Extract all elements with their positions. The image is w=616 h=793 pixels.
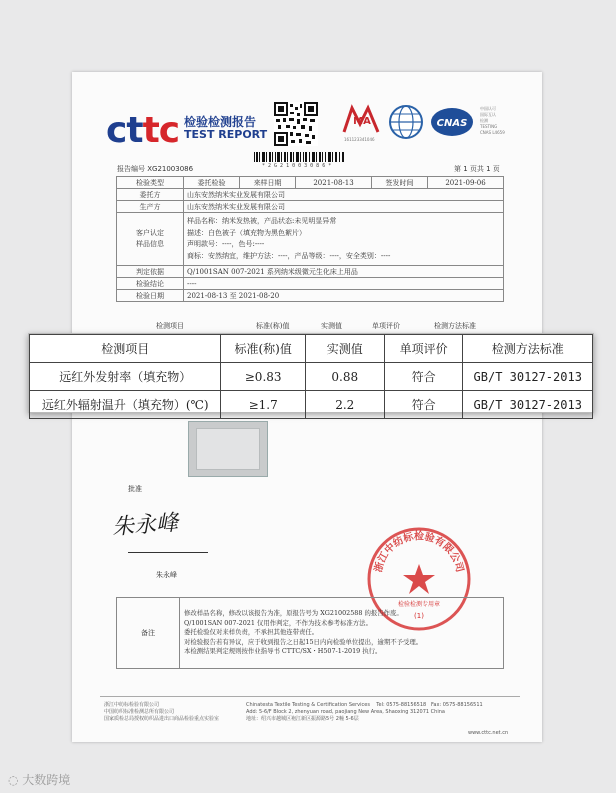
table-row: 委托方 山东安然纳米实业发展有限公司: [117, 189, 504, 201]
svg-text:CNAS: CNAS: [436, 118, 468, 129]
footer-website: www.cttc.net.cn: [468, 730, 509, 736]
signature-line: [128, 552, 208, 553]
cma-mark-icon: [340, 104, 384, 134]
report-number: 报告编号 XG21003086: [117, 165, 194, 173]
cnas-logo-icon: [430, 106, 474, 138]
footer-divider: [100, 696, 520, 697]
report-table: [116, 176, 504, 302]
signature: 朱永峰: [111, 510, 179, 541]
cnas-info: 中国认可 国际互认 检测 TESTING CNAS L4659: [480, 106, 505, 135]
svg-text:(1): (1): [414, 612, 424, 620]
approve-label: 批准: [128, 485, 142, 493]
svg-text:MA: MA: [353, 116, 371, 127]
table-row: 检验结论 ----: [117, 278, 504, 290]
report-title-cn: 检验检测报告: [184, 115, 257, 129]
remarks-table: [116, 597, 504, 669]
watermark: ◌ 大数跨境: [8, 773, 71, 787]
cma-number: 161123341046: [344, 137, 375, 142]
svg-text:检验检测专用章: 检验检测专用章: [397, 601, 441, 608]
sample-info-label: 客户认定 样品信息: [117, 213, 184, 266]
table-row: 远红外发射率（填充物） ≥0.83 0.88 符合 GB/T 30127-2013: [30, 363, 593, 391]
qr-code-icon: [274, 102, 318, 146]
magnified-results: [28, 333, 594, 413]
footer-en: Chinatesta Textile Testing & Certification Services Tel: 0575-88156518 Fax: 0575-88156511 Add: 5-6/F Block 2, zhenyuan road, paojiang New Area, Shaoxing 312071 China 地址：绍兴市越城区袍江新区振源路5号 2幢 5-6层: [246, 702, 483, 722]
ilac-globe-icon: [388, 104, 424, 140]
table-row: 备注 修改样品名称，修改以该报告为准，原报告号为 XG21002588 的报告作废。 Q/1001SAN 007-2021 仅用作判定，不作为技术参考标准方法。 委托检验仅对来样负责，不承担其他连带责任。 对检验报告若有异议，应于收到报告之日起15日内向检验单位提出，逾期不予受理。 本检测结果判定规则按作业指导书 CTTC/SX・H507-1-2019 执行。: [117, 598, 504, 669]
table-row: 判定依据 Q/1001SAN 007-2021 系列纳米级微元生化床上用品: [117, 266, 504, 278]
table-header-row: 检测项目 标准(称)值 实测值 单项评价 检测方法标准: [30, 335, 593, 363]
report-title-en: TEST REPORT: [184, 128, 268, 141]
table-row: 生产方 山东安然纳米实业发展有限公司: [117, 201, 504, 213]
table-row: 远红外辐射温升（填充物）(℃) ≥1.7 2.2 符合 GB/T 30127-2013: [30, 391, 593, 419]
cttc-logo: cttc: [106, 110, 180, 151]
page-number: 第 1 页共 1 页: [454, 165, 500, 173]
table-row: 检验类型 委托检验 来样日期 2021-08-13 签发时间 2021-09-06: [117, 177, 504, 189]
barcode-icon: [254, 152, 344, 162]
table-row: [117, 213, 504, 266]
sample-photo-inner: [196, 428, 260, 470]
results-table: [29, 334, 593, 419]
barcode-text: * 2 G 2 1 0 0 3 0 8 6 *: [262, 163, 332, 169]
remarks-text: 修改样品名称，修改以该报告为准，原报告号为 XG21002588 的报告作废。 Q/1001SAN 007-2021 仅用作判定，不作为技术参考标准方法。 委托检验仅对来样负责，不承担其他连带责任。 对检验报告若有异议，应于收到报告之日起15日内向检验单位提出，逾期不予受理。 本检测结果判定规则按作业指导书 CTTC/SX・H507-1-2019 执行。: [180, 598, 504, 669]
svg-text:浙江中纺标检验有限公司: 浙江中纺标检验有限公司: [373, 531, 465, 574]
sample-info: 样品名称：纳米发热被，产品状态:未见明显异常 描述：白色被子（填充物为黑色絮片） 声明款号：----，色号:---- 商标：安然纳宜，维护方法：----，产品等级：----，安全类别：----: [184, 213, 504, 266]
footer-cn: 浙江中纺标检验有限公司 中国纺织标准检测总所有限公司 国家质检总局授权纺织品进出口商品检验重点实验室: [104, 702, 220, 722]
approver-name: 朱永峰: [156, 571, 177, 579]
table-row: 检验日期 2021-08-13 至 2021-08-20: [117, 290, 504, 302]
